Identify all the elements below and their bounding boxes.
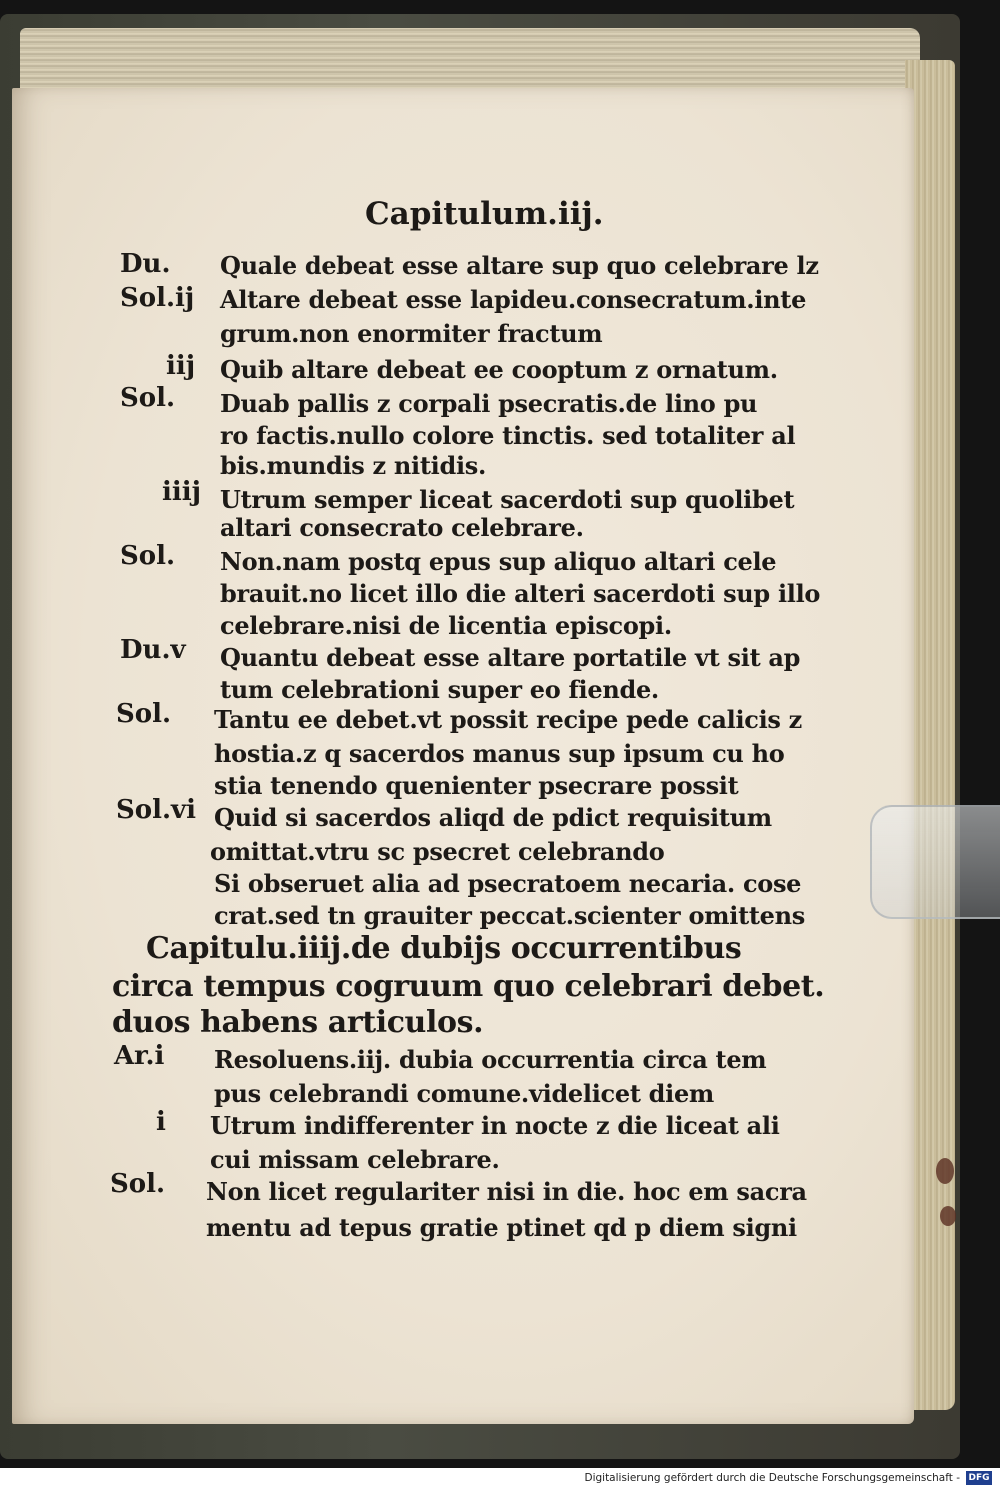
text-line: Quantu debeat esse altare portatile vt sit ap xyxy=(220,643,801,672)
text-line: Duab pallis z corpali psecratis.de lino pu xyxy=(220,389,758,418)
margin-note: Sol. xyxy=(116,699,172,729)
chapter-heading-line: duos habens articulos. xyxy=(112,1005,484,1040)
text-line: Altare debeat esse lapideu.consecratum.inte xyxy=(220,285,807,314)
text-line: pus celebrandi comune.videlicet diem xyxy=(214,1079,715,1108)
text-line: Resoluens.iij. dubia occurrentia circa tem xyxy=(214,1045,767,1074)
text-line: Utrum semper liceat sacerdoti sup quolibet xyxy=(220,485,795,514)
margin-note: Sol. xyxy=(120,383,176,413)
text-line: grum.non enormiter fractum xyxy=(220,319,603,348)
text-line: Utrum indifferenter in nocte z die liceat ali xyxy=(210,1111,780,1140)
text-line: bis.mundis z nitidis. xyxy=(220,451,487,480)
text-line: hostia.z q sacerdos manus sup ipsum cu ho xyxy=(214,739,785,768)
margin-note: iiij xyxy=(162,477,202,507)
text-line: omittat.vtru sc psecret celebrando xyxy=(210,837,665,866)
margin-note: Sol.vi xyxy=(116,795,197,825)
margin-note: i xyxy=(156,1107,166,1137)
text-line: Si obseruet alia ad psecratoem necaria. cose xyxy=(214,869,802,898)
margin-note: Du.v xyxy=(120,635,186,665)
text-line: tum celebrationi super eo fiende. xyxy=(220,675,659,704)
text-line: crat.sed tn grauiter peccat.scienter omittens xyxy=(214,901,805,930)
margin-note: Sol.ij xyxy=(120,283,195,313)
text-line: Quib altare debeat ee cooptum z ornatum. xyxy=(220,355,778,384)
margin-note: Sol. xyxy=(110,1169,166,1199)
text-line: ro factis.nullo colore tinctis. sed totaliter al xyxy=(220,421,796,450)
dfg-logo: DFG xyxy=(966,1471,992,1485)
margin-note: Ar.i xyxy=(114,1041,165,1071)
text-line: altari consecrato celebrare. xyxy=(220,513,584,542)
chapter-title: Capitulum.iij. xyxy=(365,196,604,232)
text-line: Tantu ee debet.vt possit recipe pede calicis z xyxy=(214,705,802,734)
text-line: Quid si sacerdos aliqd de pdict requisitum xyxy=(214,803,772,832)
chapter-heading-line: Capitulu.iiij.de dubijs occurrentibus xyxy=(146,931,742,966)
chapter-heading-line: circa tempus cogruum quo celebrari debet. xyxy=(112,969,825,1004)
margin-note: Sol. xyxy=(120,541,176,571)
margin-note: Du. xyxy=(120,249,171,279)
text-line: Non licet regulariter nisi in die. hoc em sacra xyxy=(206,1177,807,1206)
text-line: celebrare.nisi de licentia episcopi. xyxy=(220,611,672,640)
text-line: Quale debeat esse altare sup quo celebrare lz xyxy=(220,251,819,280)
text-line: Non.nam postq epus sup aliquo altari cele xyxy=(220,547,777,576)
text-line: brauit.no licet illo die alteri sacerdoti sup illo xyxy=(220,579,821,608)
margin-note: iij xyxy=(166,351,196,381)
text-line: stia tenendo quenienter psecrare possit xyxy=(214,771,739,800)
text-line: cui missam celebrare. xyxy=(210,1145,500,1174)
footer-credit: Digitalisierung gefördert durch die Deutsche Forschungsgemeinschaft - xyxy=(584,1472,960,1484)
text-line: mentu ad tepus gratie ptinet qd p diem signi xyxy=(206,1213,797,1242)
